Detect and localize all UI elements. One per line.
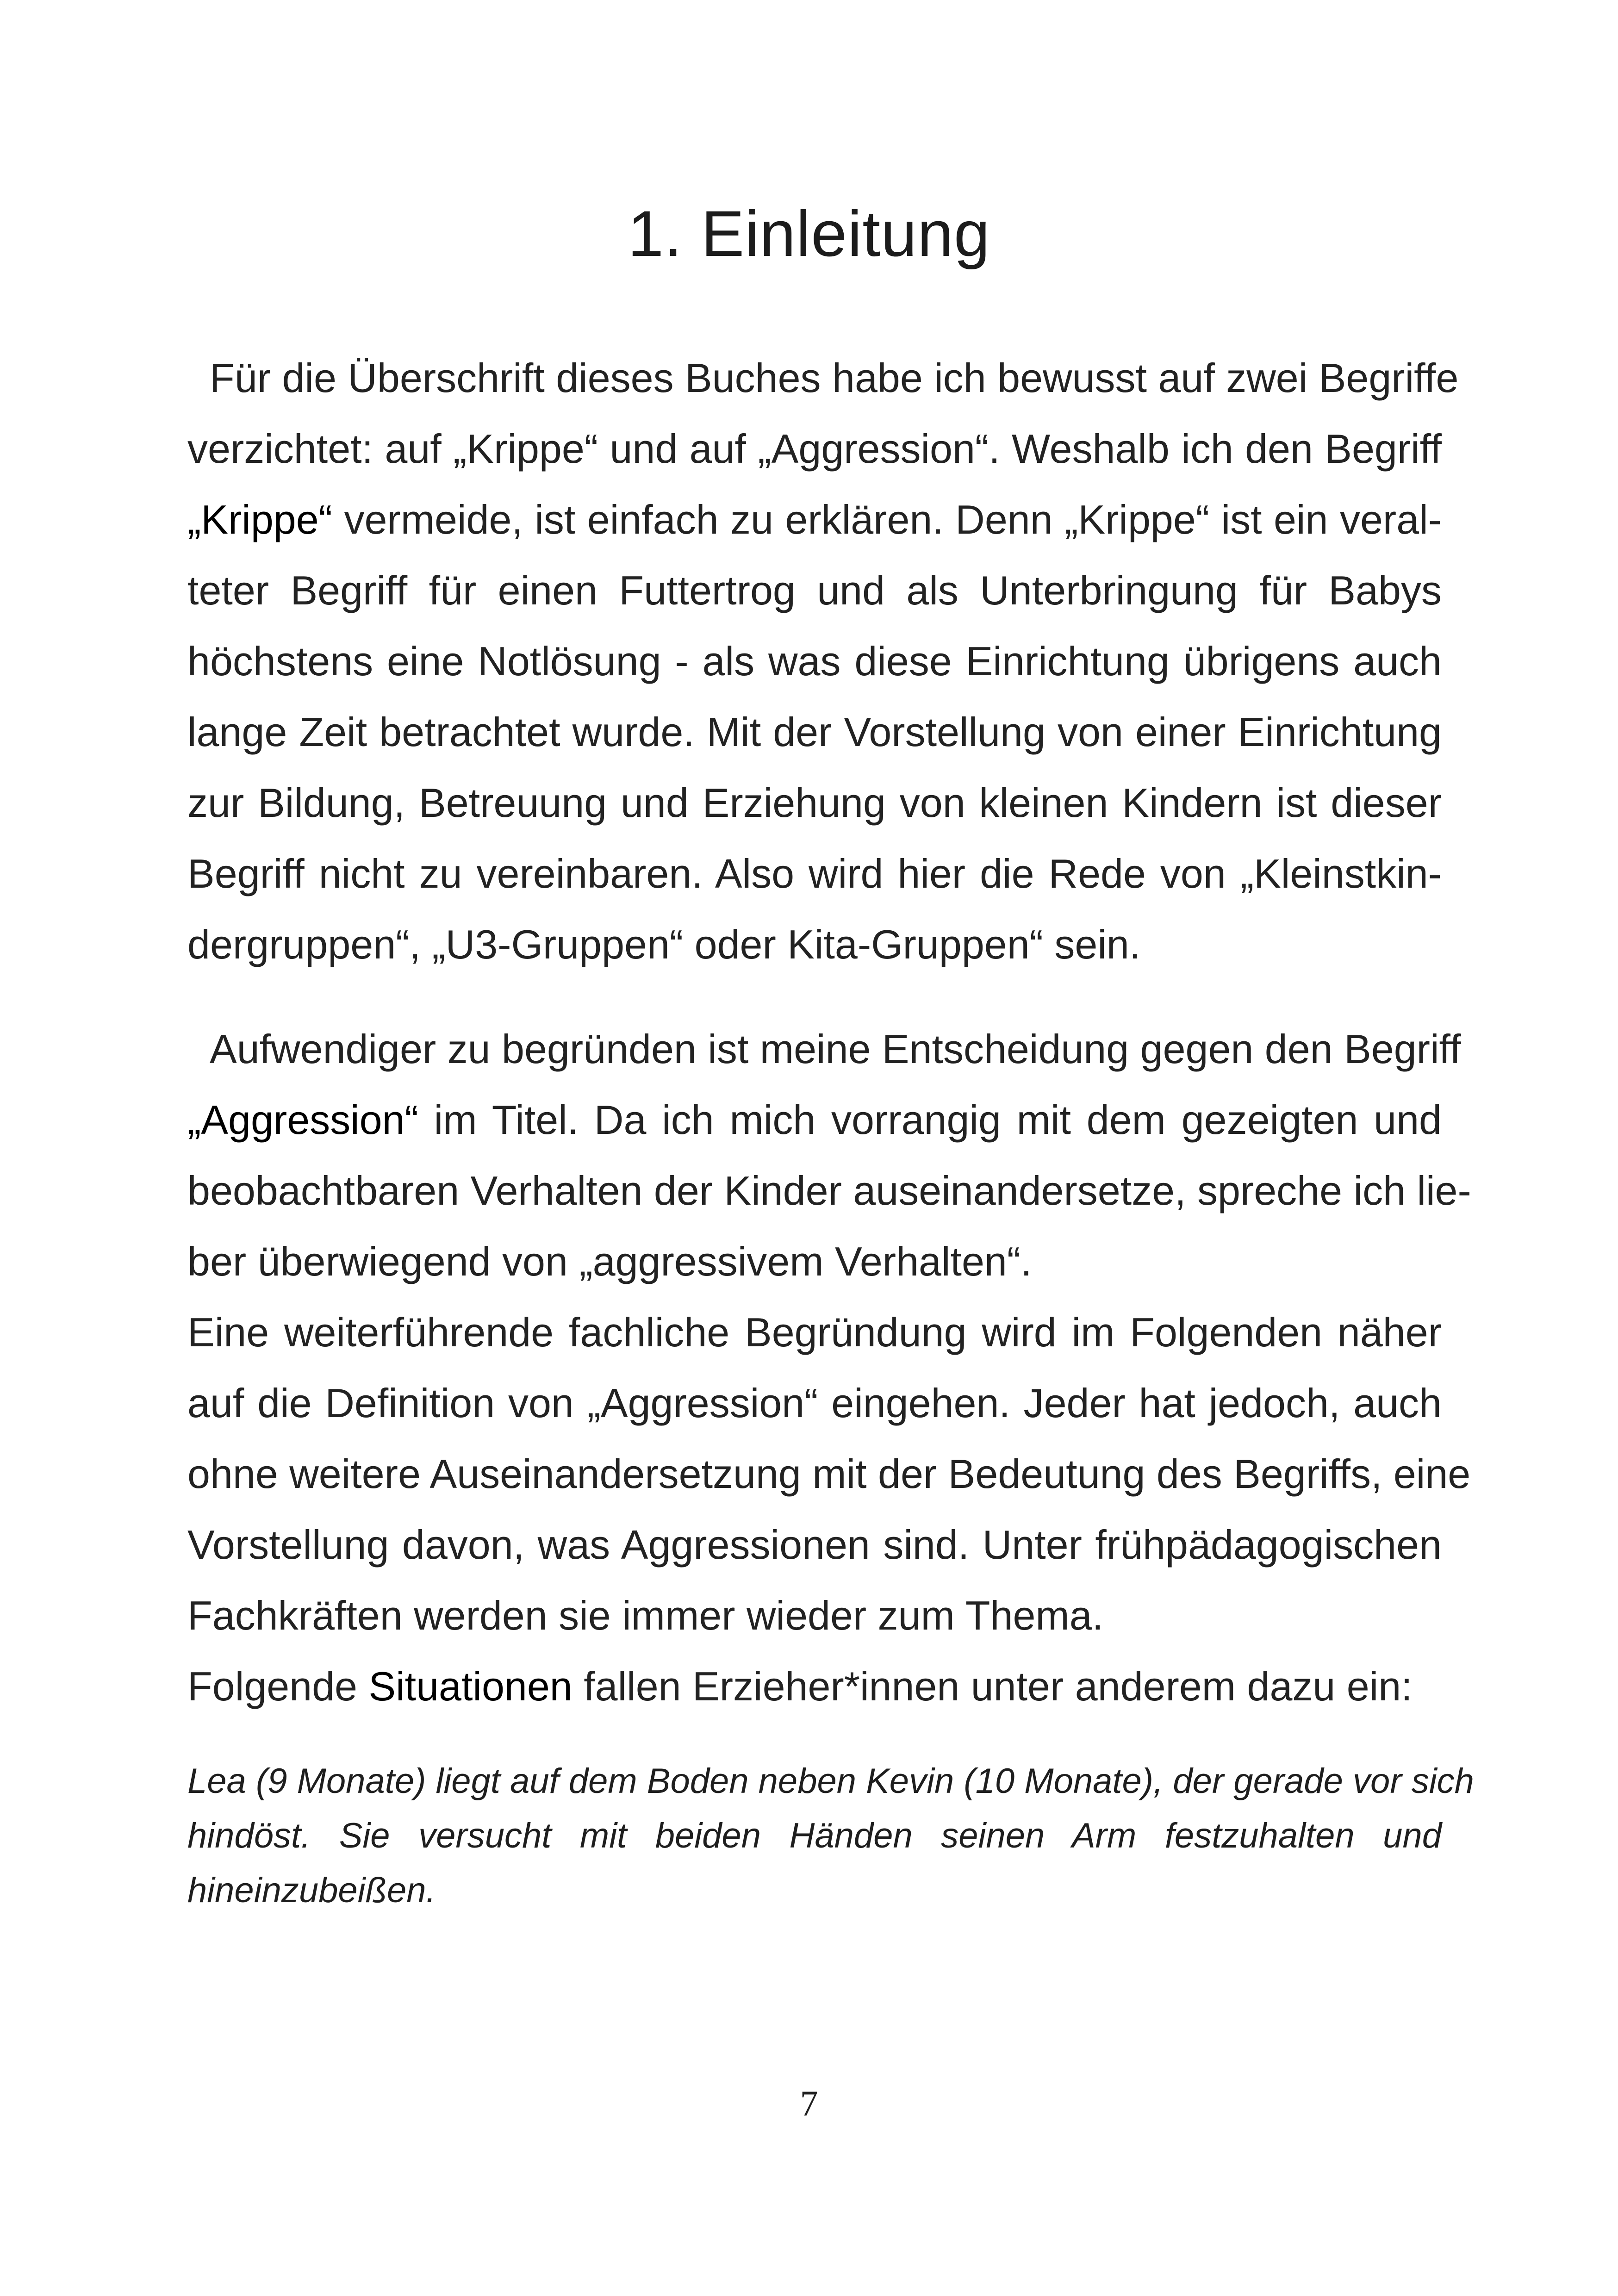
example-situation (187, 1754, 1474, 1918)
text-line: Für die Überschrift dieses Buches habe ich bewusst auf zwei Begriffe (210, 355, 1459, 401)
text-line (187, 484, 1442, 555)
text-line: ber überwiegend von „aggressivem Verhalten“. (187, 1238, 1032, 1284)
text-line (187, 1084, 1442, 1155)
chapter-title: 1. Einleitung (628, 197, 990, 270)
emphasized-term: „Aggression“ (187, 1097, 418, 1143)
text-line: Begriff nicht zu vereinbaren. Also wird hier die Rede von „Kleinstkin- (187, 851, 1442, 896)
text-line: Vorstellung davon, was Aggressionen sind. Unter frühpädagogischen (187, 1522, 1442, 1568)
text-line: zur Bildung, Betreuung und Erziehung von kleinen Kindern ist dieser (187, 780, 1442, 826)
text-line: Fachkräften werden sie immer wieder zum Thema. (187, 1593, 1104, 1638)
text-fragment: fallen Erzieher*innen unter anderem dazu ein: (584, 1663, 1413, 1709)
paragraph-aggression (187, 1014, 1471, 1722)
paragraph-intro (187, 342, 1459, 980)
text-line: verzichtet: auf „Krippe“ und auf „Aggression“. Weshalb ich den Begriff (187, 426, 1442, 472)
emphasized-term: „Krippe“ (187, 497, 332, 542)
text-line: teter Begriff für einen Futtertrog und als Unterbringung für Babys (187, 567, 1442, 613)
example-line: Lea (9 Monate) liegt auf dem Boden neben Kevin (10 Monate), der gerade vor sich (187, 1761, 1474, 1801)
page-number: 7 (800, 2083, 818, 2123)
text-line: dergruppen“, „U3-Gruppen“ oder Kita-Gruppen“ sein. (187, 921, 1141, 967)
text-line: ohne weitere Auseinandersetzung mit der Bedeutung des Begriffs, eine (187, 1451, 1471, 1497)
text-fragment: Folgende (187, 1663, 357, 1709)
example-line: hindöst. Sie versucht mit beiden Händen seinen Arm festzuhalten und (187, 1816, 1442, 1855)
text-line (187, 1651, 1442, 1722)
example-line: hineinzubeißen. (187, 1871, 436, 1910)
text-line: höchstens eine Notlösung - als was diese Einrichtung übrigens auch (187, 638, 1442, 684)
text-line: Aufwendiger zu begründen ist meine Entscheidung gegen den Begriff (210, 1026, 1461, 1072)
text-line: beobachtbaren Verhalten der Kinder auseinandersetze, spreche ich lie- (187, 1168, 1471, 1213)
text-line: lange Zeit betrachtet wurde. Mit der Vorstellung von einer Einrichtung (187, 709, 1442, 755)
text-line: Eine weiterführende fachliche Begründung wird im Folgenden näher (187, 1309, 1442, 1355)
text-line: auf die Definition von „Aggression“ eingehen. Jeder hat jedoch, auch (187, 1380, 1442, 1426)
text-fragment: im Titel. Da ich mich vorrangig mit dem gezeigten und (434, 1097, 1442, 1143)
emphasized-term: Situationen (368, 1663, 573, 1709)
text-fragment: vermeide, ist einfach zu erklären. Denn „Krippe“ ist ein veral- (344, 497, 1442, 542)
